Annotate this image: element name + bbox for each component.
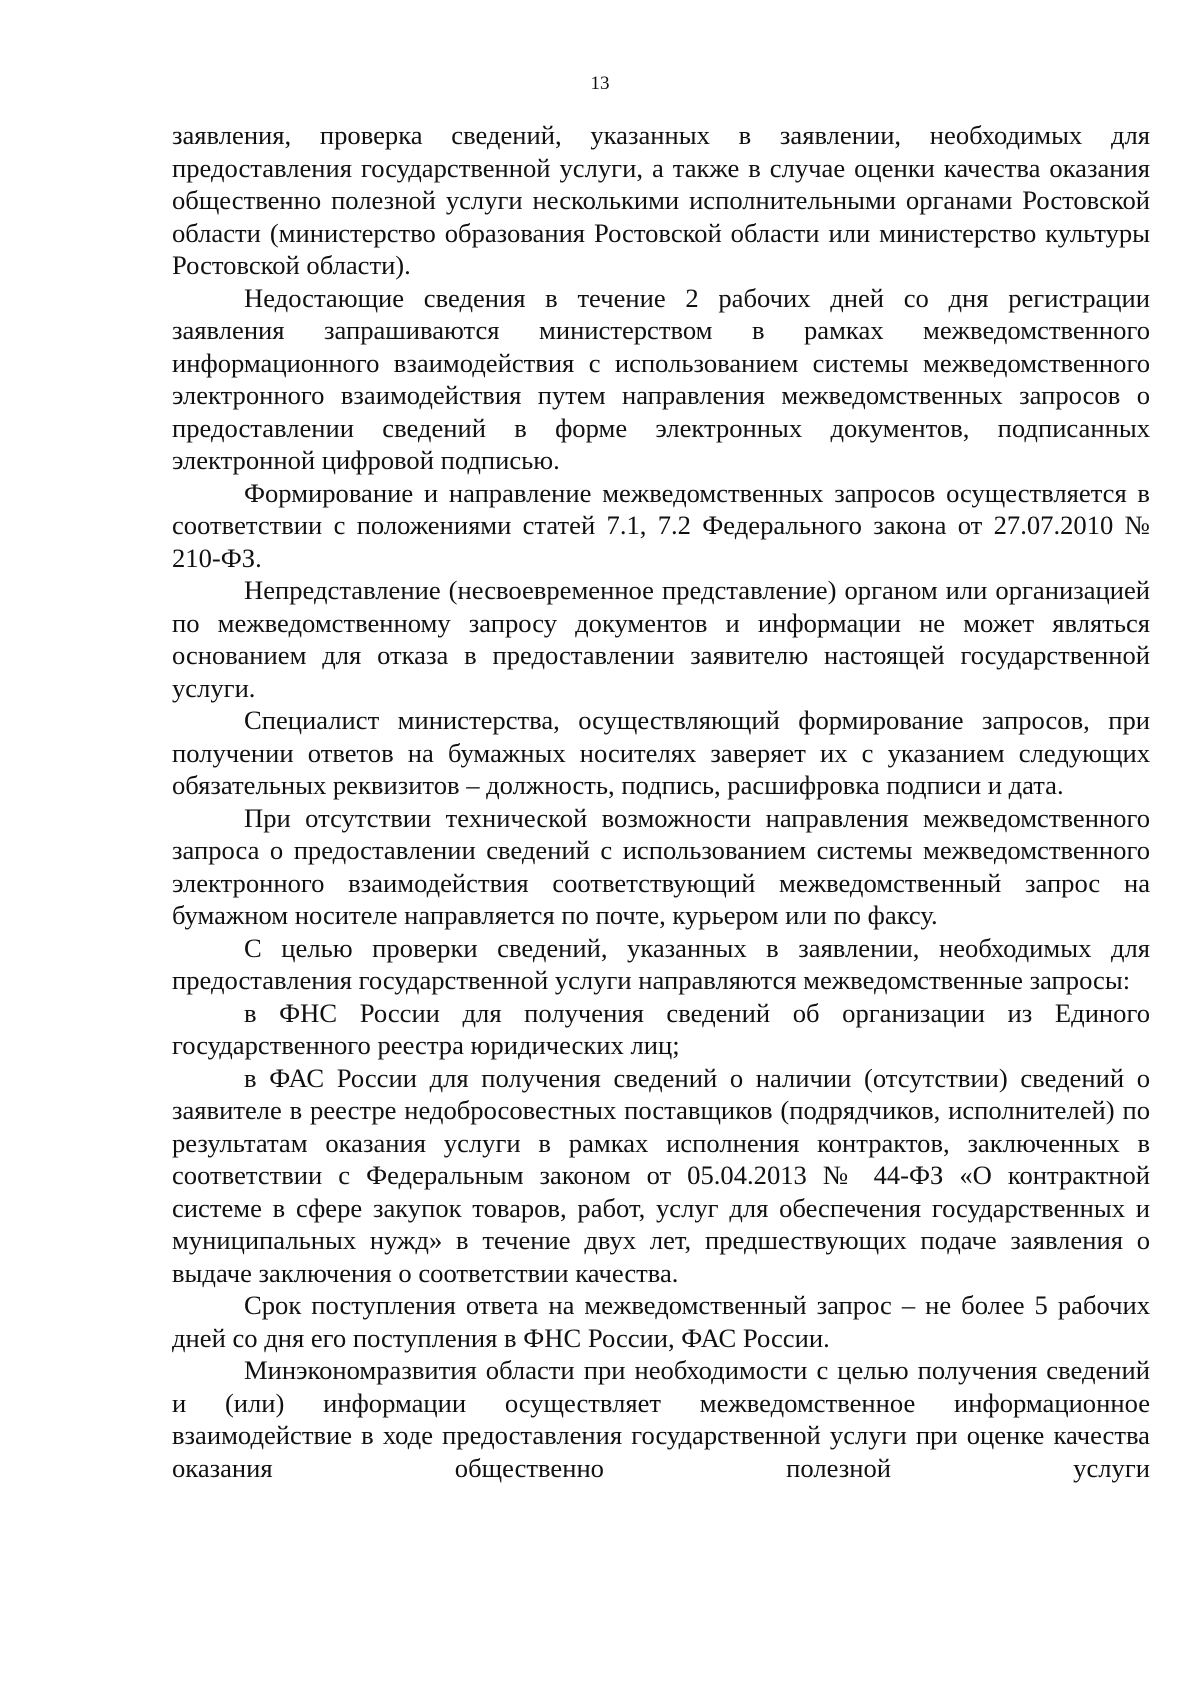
paragraph: Непредставление (несвоевременное представление) органом или организацией по межведомственному запросу документов и информации не может являться основанием для отказа в предоставлении заявителю настоящей государственной услуги.: [172, 575, 1150, 703]
paragraph: в ФАС России для получения сведений о наличии (отсутствии) сведений о заявителе в реестре недобросовестных поставщиков (подрядчиков, исполнителей) по результатам оказания услуги в рамках исполнения контрактов, заключенных в соответствии с Федеральным законом от 05.04.2013 № 44-ФЗ «О контрактной системе в сфере закупок товаров, работ, услуг для обеспечения государственных и муниципальных нужд» в течение двух лет, предшествующих подаче заявления о выдаче заключения о соответствии качества.: [172, 1062, 1150, 1288]
paragraph-continued: Минэкономразвития области при необходимости с целью получения сведений и (или) информации осуществляет межведомственное информационное взаимодействие в ходе предоставления государственной услуги при оценке качества оказания общественно полезной услуги: [172, 1355, 1150, 1483]
paragraph: С целью проверки сведений, указанных в заявлении, необходимых для предоставления государственной услуги направляются межведомственные запросы:: [172, 932, 1150, 995]
page-number: 13: [590, 73, 610, 94]
paragraph: При отсутствии технической возможности направления межведомственного запроса о предоставлении сведений с использованием системы межведомственного электронного взаимодействия соответствующий межведомственный запрос на бумажном носителе направляется по почте, курьером или по факсу.: [172, 802, 1150, 930]
document-body: [172, 119, 1150, 1484]
paragraph: Недостающие сведения в течение 2 рабочих дней со дня регистрации заявления запрашиваются министерством в рамках межведомственного информационного взаимодействия с использованием системы межведомственного электронного взаимодействия путем направления межведомственных запросов о предоставлении сведений в форме электронных документов, подписанных электронной цифровой подписью.: [172, 282, 1150, 475]
paragraph: в ФНС России для получения сведений об организации из Единого государственного реестра юридических лиц;: [172, 997, 1150, 1060]
paragraph: заявления, проверка сведений, указанных в заявлении, необходимых для предоставления государственной услуги, а также в случае оценки качества оказания общественно полезной услуги несколькими исполнительными органами Ростовской области (министерство образования Ростовской области или министерство культуры Ростовской области).: [172, 120, 1150, 280]
paragraph: Специалист министерства, осуществляющий формирование запросов, при получении ответов на бумажных носителях заверяет их с указанием следующих обязательных реквизитов – должность, подпись, расшифровка подписи и дата.: [172, 705, 1150, 800]
paragraph: Срок поступления ответа на межведомственный запрос – не более 5 рабочих дней со дня его поступления в ФНС России, ФАС России.: [172, 1290, 1150, 1353]
paragraph: Формирование и направление межведомственных запросов осуществляется в соответствии с положениями статей 7.1, 7.2 Федерального закона от 27.07.2010 № 210-ФЗ.: [172, 477, 1150, 573]
